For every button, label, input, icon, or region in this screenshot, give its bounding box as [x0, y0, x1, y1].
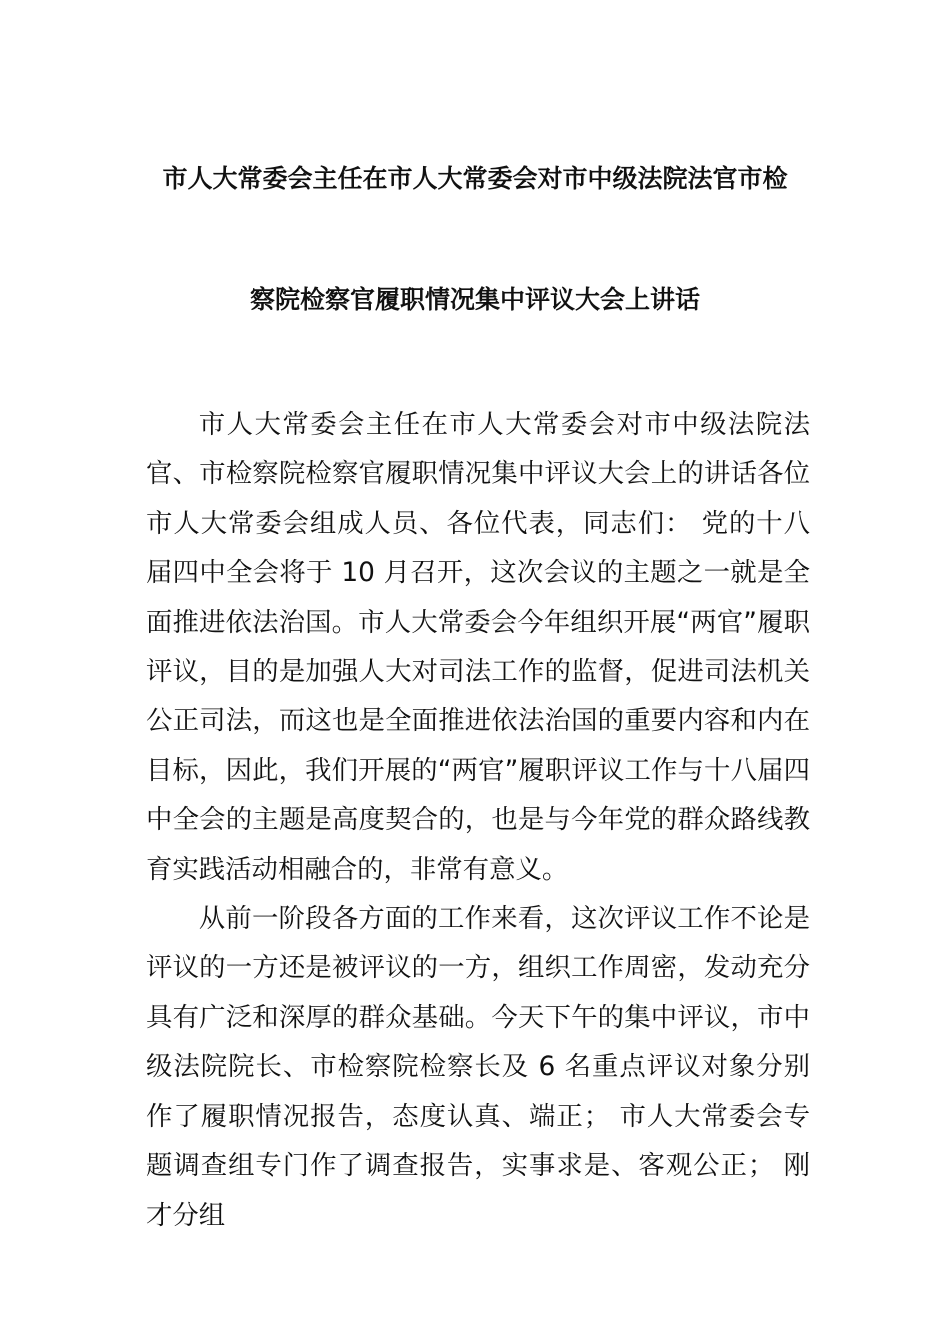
document-title-line-1: 市人大常委会主任在市人大常委会对市中级法院法官市检	[162, 164, 788, 193]
body-paragraph-2: 从前一阶段各方面的工作来看，这次评议工作不论是评议的一方还是被评议的一方，组织工作周密，发动充分具有广泛和深厚的群众基础。今天下午的集中评议，市中级法院院长、市检察院检察长及 6 名重点评议对象分别作了履职情况报告，态度认真、端正； 市人大常委会专题调查组专门作了调查报告，实事求是、客观公正； 刚才分组	[146, 903, 810, 1231]
document-title-line-2: 察院检察官履职情况集中评议大会上讲话	[249, 285, 700, 314]
body-paragraph-1: 市人大常委会主任在市人大常委会对市中级法院法官、市检察院检察官履职情况集中评议大会上的讲话各位市人大常委会组成人员、各位代表，同志们： 党的十八届四中全会将于 10 月召开，这次会议的主题之一就是全面推进依法治国。市人大常委会今年组织开展“两官”履职评议，目的是加强人大对司法工作的监督，促进司法机关公正司法，而这也是全面推进依法治国的重要内容和内在目标，因此，我们开展的“两官”履职评议工作与十八届四中全会的主题是高度契合的，也是与今年党的群众路线教育实践活动相融合的，非常有意义。	[146, 409, 810, 885]
document-body	[146, 400, 810, 1240]
